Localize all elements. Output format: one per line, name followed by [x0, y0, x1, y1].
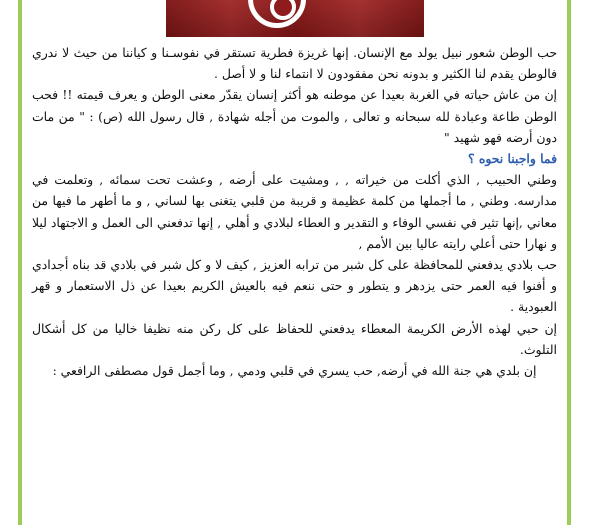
paragraph-exile: إن من عاش حياته في الغربة بعيدا عن موطنه هو أكثر إنسان يقدّر معنى الوطن و يعرف قيمته !! فحب الوطن طاعة وعبادة لله سبحانه و تعالى , والموت من أجله شهادة , قال رسول الله (ص) : " من مات دون أرضه فهو شهيد " [32, 87, 557, 145]
header-banner-image [166, 0, 424, 37]
section-heading: فما واجبنا نحوه ؟ [467, 151, 557, 167]
article-body [32, 42, 557, 381]
paragraph-intro: حب الوطن شعور نبيل يولد مع الإنسان. إنها غريزة فطرية تستقر في نفوسـنا و كياننا من حيث لا ندري فالوطن يقدم لنا الكثير و بدونه نحن مفقودون لا انتماء لنا و لا أصل . [32, 45, 557, 82]
paragraph-pollution: إن حبي لهذه الأرض الكريمة المعطاء يدفعني للحفاظ على كل ركن منه نظيفا خاليا من كل أشكال التلوث. [32, 320, 557, 357]
paragraph-protect-land: حب بلادي يدفعني للمحافظة على كل شبر من ترابه العزيز , كيف لا و كل شبر في بلادي قد بناه أجدادي و أفنوا فيه العمر حتى يزدهر و يتطور و حتى ننعم فيه بالعيش الكريم بعيدا عن ذل الاستعمار و قهر العبودية . [32, 257, 557, 315]
paragraph-quote-intro: إن بلدي هي جنة الله في أرضه, حب يسري في قلبي ودمي , وما أجمل قول مصطفى الرافعي : [52, 363, 537, 379]
paragraph-beloved-homeland: وطني الحبيب , الذي أكلت من خيراته , , ومشيت على أرضه , وعشت تحت سمائه , وتعلمت في مدارسه. وطني , ما أجملها من كلمة عظيمة و قريبة من قلبي يتغنى بها لساني , و ما أطهر ما فيها من معاني ,إنها تثير في نفسي الوفاء و التقدير و العطاء لبلادي و أهلي , إنها تدفعني الى العمل و الاجتهاد ليلا و نهارا حتى أعلي رايته عاليا بين الأمم , [32, 172, 557, 251]
